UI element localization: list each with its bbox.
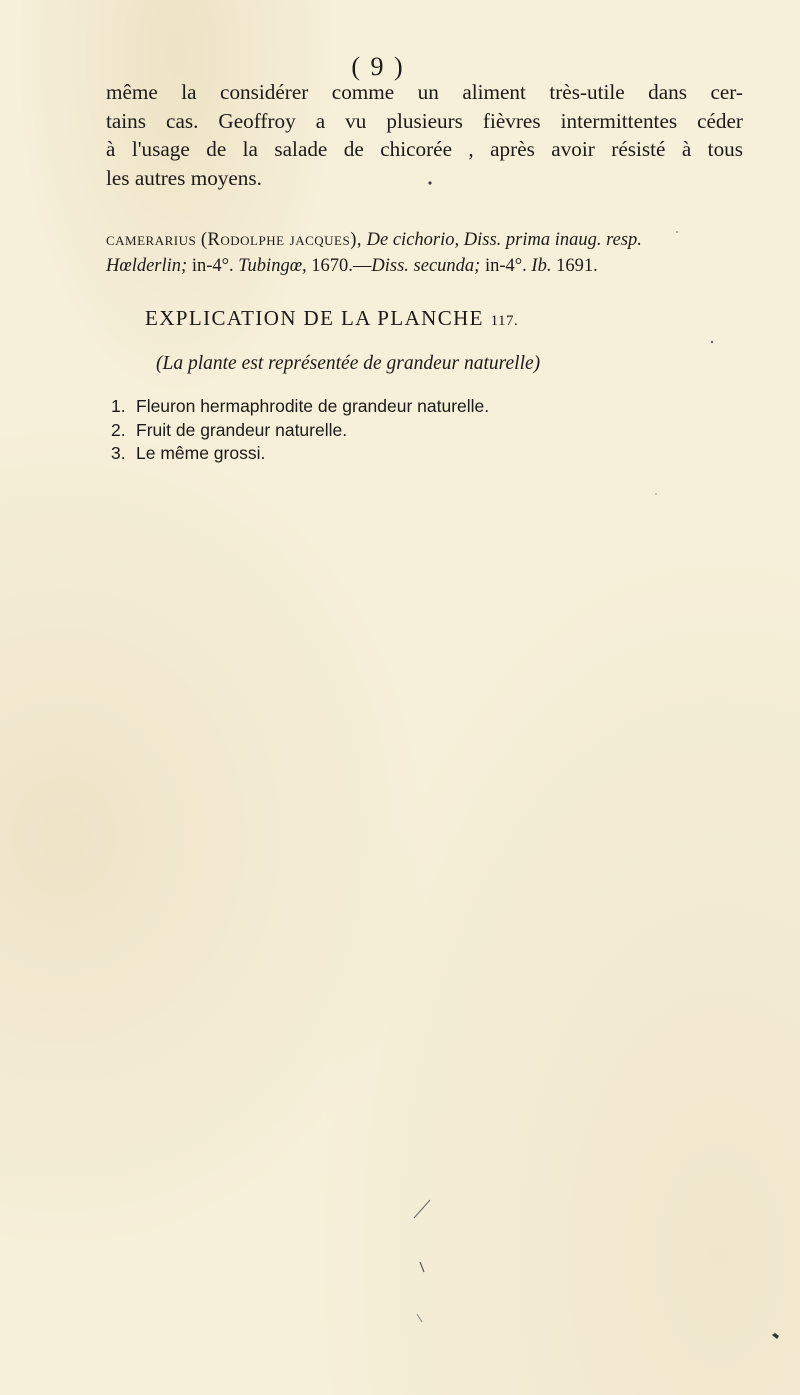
plate-legend <box>111 395 489 466</box>
citation-place: Tubingœ, <box>238 256 307 276</box>
citation-ibid: Ib. <box>531 256 552 276</box>
plate-number: 117. <box>490 313 519 329</box>
citation-respondent: Hœlderlin; <box>106 256 188 276</box>
legend-item-text: Le même grossi. <box>136 443 266 463</box>
body-line: tains cas. Geoffroy a vu plusieurs fièvres intermittentes céder <box>106 108 743 133</box>
citation-line-1 <box>106 227 746 253</box>
body-line: à l'usage de la salade de chicorée , après avoir résisté à tous <box>106 137 743 161</box>
citation-author-given: (Rodolphe jacques), <box>200 230 363 250</box>
citation-format-2: in-4°. <box>484 256 527 276</box>
body-paragraph <box>106 78 743 192</box>
legend-item-text: Fruit de grandeur naturelle. <box>136 419 348 440</box>
body-line: les autres moyens. <box>106 165 262 190</box>
citation-format-1: in-4°. <box>191 256 234 276</box>
body-line: même la considérer comme un aliment très-utile dans cer- <box>106 80 743 104</box>
plate-subheading: (La plante est représentée de grandeur naturelle) <box>156 353 541 374</box>
citation-title-2: Diss. secunda; <box>371 256 481 276</box>
legend-item <box>111 395 489 419</box>
page-number: ( 9 ) <box>351 52 405 81</box>
legend-item <box>111 442 489 466</box>
heading-text: EXPLICATION DE LA PLANCHE <box>145 306 484 330</box>
legend-item-number: 2. <box>111 419 126 440</box>
citation-year-2: 1691. <box>556 256 598 276</box>
legend-item-number: 3. <box>111 443 126 463</box>
citation-year-1: 1670.— <box>311 256 372 276</box>
legend-item-number: 1. <box>111 396 126 416</box>
legend-item-text: Fleuron hermaphrodite de grandeur naturelle. <box>136 396 490 416</box>
bibliographic-citation <box>106 227 746 279</box>
legend-item <box>111 419 489 443</box>
citation-line-2 <box>106 253 746 279</box>
citation-author: camerarius <box>106 230 197 250</box>
citation-title-1: De cichorio, Diss. prima inaug. resp. <box>366 230 642 250</box>
plate-explanation-heading <box>145 306 745 331</box>
